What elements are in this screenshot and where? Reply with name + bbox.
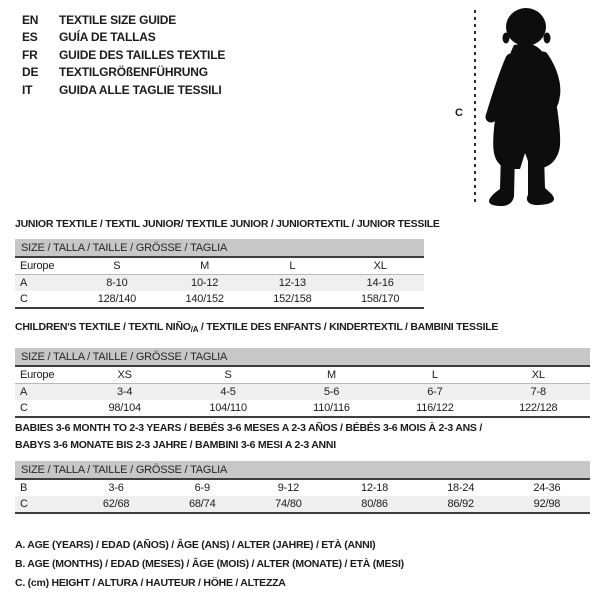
age-cell: 18-24: [447, 482, 475, 494]
height-measure-line: [474, 10, 476, 206]
height-cell: 104/110: [176, 400, 279, 417]
age-cell: 6-7: [383, 384, 486, 401]
height-cell: 68/74: [159, 496, 245, 513]
footnote-age-months: B. AGE (MONTHS) / EDAD (MESES) / ÂGE (MOIS) / ALTER (MONATE) / ETÀ (MESI): [15, 557, 404, 570]
row-label: B: [20, 482, 28, 494]
height-cell: 92/98: [504, 496, 590, 513]
height-cell: 86/92: [418, 496, 504, 513]
language-row: [22, 47, 225, 64]
size-band-row: [15, 461, 590, 479]
height-cm-row: [15, 496, 590, 513]
region-label: Europe: [15, 366, 73, 384]
height-cell: 110/116: [280, 400, 383, 417]
region-label: Europe: [15, 257, 73, 275]
age-cell: 5-6: [280, 384, 383, 401]
age-cell: 9-12: [277, 482, 299, 494]
size-column-header: XL: [336, 257, 424, 275]
age-cell: 3-6: [108, 482, 124, 494]
age-cell: 10-12: [161, 275, 249, 292]
height-cell: 80/86: [331, 496, 417, 513]
size-band-row: [15, 239, 424, 257]
age-cell: 12-13: [249, 275, 337, 292]
size-column-header: S: [176, 366, 279, 384]
size-column-header: M: [280, 366, 383, 384]
height-cell: 116/122: [383, 400, 486, 417]
size-band-label: SIZE / TALLA / TAILLE / GRÖSSE / TAGLIA: [15, 348, 590, 366]
size-column-header: L: [383, 366, 486, 384]
columns-header-row: [15, 257, 424, 275]
height-cell: 122/128: [487, 400, 590, 417]
language-row: [22, 12, 225, 29]
height-cell: 152/158: [249, 291, 337, 308]
height-cell: 74/80: [245, 496, 331, 513]
height-cm-row: [15, 291, 424, 308]
row-label: C: [15, 291, 73, 308]
language-code: FR: [22, 47, 38, 62]
children-table-title: [15, 319, 498, 339]
babies-size-table: [15, 461, 590, 514]
size-column-header: S: [73, 257, 161, 275]
height-cm-row: [15, 400, 590, 417]
age-years-row: [15, 384, 590, 401]
height-cell: 98/104: [73, 400, 176, 417]
language-title: GUÍA DE TALLAS: [59, 30, 156, 45]
legend-footnotes: [15, 536, 404, 592]
size-band-label: SIZE / TALLA / TAILLE / GRÖSSE / TAGLIA: [15, 461, 590, 479]
language-code: ES: [22, 30, 38, 45]
size-column-header: XL: [487, 366, 590, 384]
language-title: GUIDA ALLE TAGLIE TESSILI: [59, 82, 222, 97]
children-title-post: / TEXTILE DES ENFANTS / KINDERTEXTIL / BAMBINI TESSILE: [198, 321, 499, 333]
height-cell: 62/68: [73, 496, 159, 513]
age-years-row: [15, 275, 424, 292]
age-cell: 7-8: [487, 384, 590, 401]
language-row: [22, 29, 225, 46]
language-code: DE: [22, 65, 39, 80]
junior-table-title: JUNIOR TEXTILE / TEXTIL JUNIOR/ TEXTILE JUNIOR / JUNIORTEXTIL / JUNIOR TESSILE: [15, 218, 440, 230]
size-column-header: XS: [73, 366, 176, 384]
age-cell: 24-36: [533, 482, 561, 494]
row-label: A: [15, 384, 73, 401]
row-label: A: [15, 275, 73, 292]
babies-table-title: [15, 420, 482, 453]
row-label: C: [15, 496, 73, 513]
language-title: GUIDE DES TAILLES TEXTILE: [59, 47, 226, 62]
height-cell: 140/152: [161, 291, 249, 308]
junior-size-table: [15, 239, 424, 309]
size-column-header: L: [249, 257, 337, 275]
language-row: [22, 64, 225, 81]
age-months-row: [15, 479, 590, 496]
size-band-label: SIZE / TALLA / TAILLE / GRÖSSE / TAGLIA: [15, 239, 424, 257]
toddler-silhouette-icon: [484, 5, 570, 209]
size-band-row: [15, 348, 590, 366]
children-title-pre: CHILDREN'S TEXTILE / TEXTIL NIÑO: [15, 321, 191, 333]
footnote-height: C. (cm) HEIGHT / ALTURA / HAUTEUR / HÖHE / ALTEZZA: [15, 576, 286, 589]
columns-header-row: [15, 366, 590, 384]
age-cell: 12-18: [360, 482, 389, 494]
language-title: TEXTILGRÖßENFÜHRUNG: [59, 65, 208, 80]
size-column-header: M: [161, 257, 249, 275]
row-label: C: [15, 400, 73, 417]
children-size-table: [15, 348, 590, 418]
height-measure-label: C: [455, 107, 463, 119]
footnote-age-years: A. AGE (YEARS) / EDAD (AÑOS) / ÂGE (ANS) / ALTER (JAHRE) / ETÀ (ANNI): [15, 539, 376, 551]
height-cell: 128/140: [73, 291, 161, 308]
height-cell: 158/170: [336, 291, 424, 308]
language-code: EN: [22, 13, 39, 27]
babies-title-line1: BABIES 3-6 MONTH TO 2-3 YEARS / BEBÉS 3-6 MESES A 2-3 AÑOS / BÉBÉS 3-6 MOIS À 2-3 ANS /: [15, 422, 483, 434]
age-cell: 4-5: [176, 384, 279, 401]
language-row: [22, 82, 225, 99]
age-cell: 14-16: [336, 275, 424, 292]
language-title: TEXTILE SIZE GUIDE: [59, 13, 177, 27]
language-code: IT: [22, 82, 33, 97]
language-title-list: [22, 12, 225, 99]
age-cell: 3-4: [73, 384, 176, 401]
children-title-subscript: /A: [190, 325, 199, 334]
age-cell: 6-9: [194, 482, 210, 494]
babies-title-line2: BABYS 3-6 MONATE BIS 2-3 JAHRE / BAMBINI 3-6 MESI A 2-3 ANNI: [15, 438, 336, 451]
age-cell: 8-10: [73, 275, 161, 292]
